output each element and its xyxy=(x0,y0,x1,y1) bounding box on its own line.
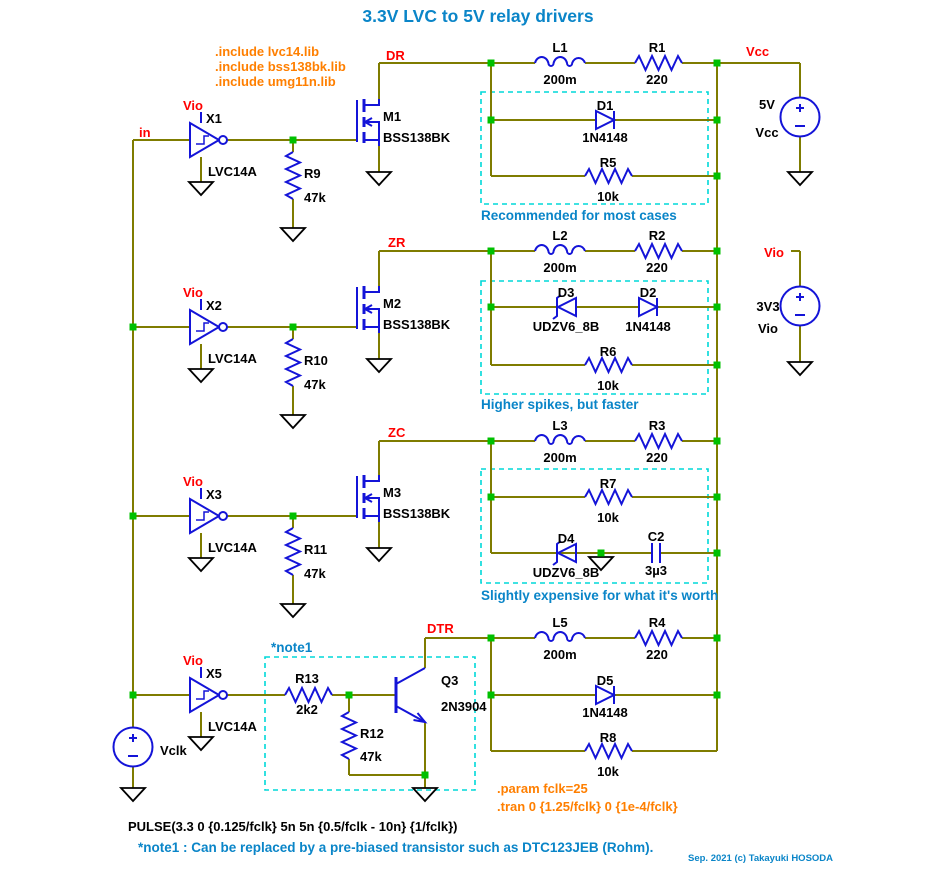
capacitor-c2-symbol[interactable] xyxy=(652,543,660,563)
resistor-r12-symbol xyxy=(342,712,356,759)
mosfet-m2-part[interactable]: BSS138BK xyxy=(383,317,451,332)
resistor-r1-symbol xyxy=(635,56,682,70)
comment-box1: Recommended for most cases xyxy=(481,208,677,223)
resistor-r6-value[interactable]: 10k xyxy=(597,378,619,393)
diode-d5-symbol xyxy=(596,686,614,704)
zener-d4-ref[interactable]: D4 xyxy=(557,531,575,546)
snubber-box-1 xyxy=(481,92,708,204)
resistor-r5-symbol xyxy=(585,169,632,183)
inductor-l5-ref[interactable]: L5 xyxy=(552,615,568,630)
capacitor-c2-ref[interactable]: C2 xyxy=(647,529,665,544)
resistor-r11-symbol xyxy=(286,528,300,575)
resistor-r6-symbol xyxy=(585,358,632,372)
resistor-r11-ref[interactable]: R11 xyxy=(304,542,328,557)
mosfet-m1-ref[interactable]: M1 xyxy=(383,109,402,124)
inverter-x5-power-label[interactable]: Vio xyxy=(183,653,203,668)
resistor-r10-ref[interactable]: R10 xyxy=(304,353,328,368)
include-directive-1[interactable]: .include lvc14.lib xyxy=(215,44,320,59)
mosfet-m1-part[interactable]: BSS138BK xyxy=(383,130,451,145)
mosfet-m2-symbol[interactable] xyxy=(357,286,379,333)
mosfet-m3-symbol[interactable] xyxy=(357,475,379,522)
resistor-r12-value[interactable]: 47k xyxy=(360,749,382,764)
inductor-l2-symbol xyxy=(535,245,585,254)
mosfet-m2-ref[interactable]: M2 xyxy=(383,296,402,311)
inductor-l1-value[interactable]: 200m xyxy=(543,72,577,87)
resistor-r9-symbol xyxy=(286,152,300,199)
resistor-r4-symbol xyxy=(635,631,682,645)
resistor-r10-value[interactable]: 47k xyxy=(304,377,326,392)
mosfet-m3-part[interactable]: BSS138BK xyxy=(383,506,451,521)
inductor-l3-symbol xyxy=(535,435,585,444)
inverter-x3-ref[interactable]: X3 xyxy=(206,487,222,502)
net-label-in[interactable]: in xyxy=(139,125,151,140)
vsource-vio-name[interactable]: Vio xyxy=(758,321,778,336)
resistor-r8-symbol xyxy=(585,744,632,758)
resistor-r3-symbol xyxy=(635,434,682,448)
vsource-vclk-symbol[interactable] xyxy=(114,728,153,767)
vsource-vclk-name[interactable]: Vclk xyxy=(160,743,187,758)
resistor-r4-value[interactable]: 220 xyxy=(646,647,668,662)
vsource-vcc-value[interactable]: 5V xyxy=(759,97,775,112)
net-label-vcc[interactable]: Vcc xyxy=(746,44,770,59)
resistor-r13-ref[interactable]: R13 xyxy=(295,671,319,686)
capacitor-c2-value[interactable]: 3µ3 xyxy=(645,563,667,578)
inverter-x2-ref[interactable]: X2 xyxy=(206,298,222,313)
inductor-l5-symbol xyxy=(535,632,585,641)
inverter-x1-power-label[interactable]: Vio xyxy=(183,98,203,113)
zener-d3-part[interactable]: UDZV6_8B xyxy=(532,319,600,334)
include-directive-2[interactable]: .include bss138bk.lib xyxy=(215,59,346,74)
param-directive[interactable]: .param fclk=25 xyxy=(497,781,588,796)
inductor-l5-value[interactable]: 200m xyxy=(543,647,577,662)
inverter-x5-ref[interactable]: X5 xyxy=(206,666,222,681)
inductor-l3-value[interactable]: 200m xyxy=(543,450,577,465)
bjt-q3-part[interactable]: 2N3904 xyxy=(441,699,487,714)
resistor-r13-symbol xyxy=(285,688,332,702)
inverter-x3-power-label[interactable]: Vio xyxy=(183,474,203,489)
net-label-vio[interactable]: Vio xyxy=(764,245,784,260)
net-label-zc[interactable]: ZC xyxy=(388,425,406,440)
inverter-x1-part[interactable]: LVC14A xyxy=(208,164,257,179)
resistor-r9-value[interactable]: 47k xyxy=(304,190,326,205)
resistor-r5-value[interactable]: 10k xyxy=(597,189,619,204)
inverter-x2-power-label[interactable]: Vio xyxy=(183,285,203,300)
schematic-title: 3.3V LVC to 5V relay drivers xyxy=(362,6,594,26)
diode-d1-symbol xyxy=(596,111,614,129)
diode-d2-ref[interactable]: D2 xyxy=(639,285,657,300)
diode-d2-part[interactable]: 1N4148 xyxy=(625,319,671,334)
inverter-x2-part[interactable]: LVC14A xyxy=(208,351,257,366)
net-label-dr[interactable]: DR xyxy=(386,48,405,63)
mosfet-m1-symbol[interactable] xyxy=(357,99,379,146)
net-label-zr[interactable]: ZR xyxy=(388,235,406,250)
copyright-text: Sep. 2021 (c) Takayuki HOSODA xyxy=(688,853,834,864)
note1-text: *note1 : Can be replaced by a pre-biased transistor such as DTC123JEB (Rohm). xyxy=(138,840,654,855)
resistor-r11-value[interactable]: 47k xyxy=(304,566,326,581)
resistor-r8-ref[interactable]: R8 xyxy=(599,730,617,745)
resistor-r3-value[interactable]: 220 xyxy=(646,450,668,465)
vsource-vcc-name[interactable]: Vcc xyxy=(755,125,779,140)
resistor-r7-ref[interactable]: R7 xyxy=(599,476,617,491)
resistor-r2-value[interactable]: 220 xyxy=(646,260,668,275)
resistor-r12-ref[interactable]: R12 xyxy=(360,726,384,741)
tran-directive[interactable]: .tran 0 {1.25/fclk} 0 {1e-4/fclk} xyxy=(497,799,678,814)
comment-box3: Slightly expensive for what it's worth xyxy=(481,588,719,603)
diode-d1-part[interactable]: 1N4148 xyxy=(582,130,628,145)
inverter-x1-ref[interactable]: X1 xyxy=(206,111,222,126)
inductor-l2-ref[interactable]: L2 xyxy=(552,228,568,243)
vsource-vio-value[interactable]: 3V3 xyxy=(756,299,780,314)
resistor-r1-ref[interactable]: R1 xyxy=(648,40,666,55)
inverter-x5-part[interactable]: LVC14A xyxy=(208,719,257,734)
resistor-r5-ref[interactable]: R5 xyxy=(599,155,617,170)
bjt-q3-ref[interactable]: Q3 xyxy=(441,673,459,688)
diode-d1-ref[interactable]: D1 xyxy=(596,98,614,113)
mosfet-m3-ref[interactable]: M3 xyxy=(383,485,402,500)
vsource-vio-symbol[interactable] xyxy=(781,287,820,326)
vsource-vcc-symbol[interactable] xyxy=(781,98,820,137)
diode-d2-symbol xyxy=(639,298,657,316)
resistor-r7-symbol xyxy=(585,490,632,504)
resistor-r3-ref[interactable]: R3 xyxy=(648,418,666,433)
note1-tag: *note1 xyxy=(271,640,313,655)
snubber-box-2 xyxy=(481,281,708,394)
inverter-x3-part[interactable]: LVC14A xyxy=(208,540,257,555)
resistor-r6-ref[interactable]: R6 xyxy=(599,344,617,359)
net-label-dtr[interactable]: DTR xyxy=(427,621,454,636)
resistor-r8-value[interactable]: 10k xyxy=(597,764,619,779)
diode-d5-ref[interactable]: D5 xyxy=(596,673,614,688)
resistor-r2-symbol xyxy=(635,244,682,258)
resistor-r10-symbol xyxy=(286,339,300,386)
inductor-l3-ref[interactable]: L3 xyxy=(552,418,568,433)
inductor-l1-symbol xyxy=(535,57,585,66)
resistor-r1-value[interactable]: 220 xyxy=(646,72,668,87)
resistor-r7-value[interactable]: 10k xyxy=(597,510,619,525)
bjt-q3-symbol[interactable] xyxy=(396,668,425,722)
resistor-r9-ref[interactable]: R9 xyxy=(304,166,321,181)
diode-d5-part[interactable]: 1N4148 xyxy=(582,705,628,720)
resistor-r2-ref[interactable]: R2 xyxy=(648,228,666,243)
comment-box2: Higher spikes, but faster xyxy=(481,397,639,412)
resistor-r4-ref[interactable]: R4 xyxy=(648,615,666,630)
inductor-l2-value[interactable]: 200m xyxy=(543,260,577,275)
pulse-directive[interactable]: PULSE(3.3 0 {0.125/fclk} 5n 5n {0.5/fclk - 10n} {1/fclk}) xyxy=(128,819,458,834)
zener-d4-part[interactable]: UDZV6_8B xyxy=(532,565,600,580)
zener-d3-ref[interactable]: D3 xyxy=(557,285,575,300)
resistor-r13-value[interactable]: 2k2 xyxy=(296,702,318,717)
include-directive-3[interactable]: .include umg11n.lib xyxy=(215,74,336,89)
inductor-l1-ref[interactable]: L1 xyxy=(552,40,568,55)
